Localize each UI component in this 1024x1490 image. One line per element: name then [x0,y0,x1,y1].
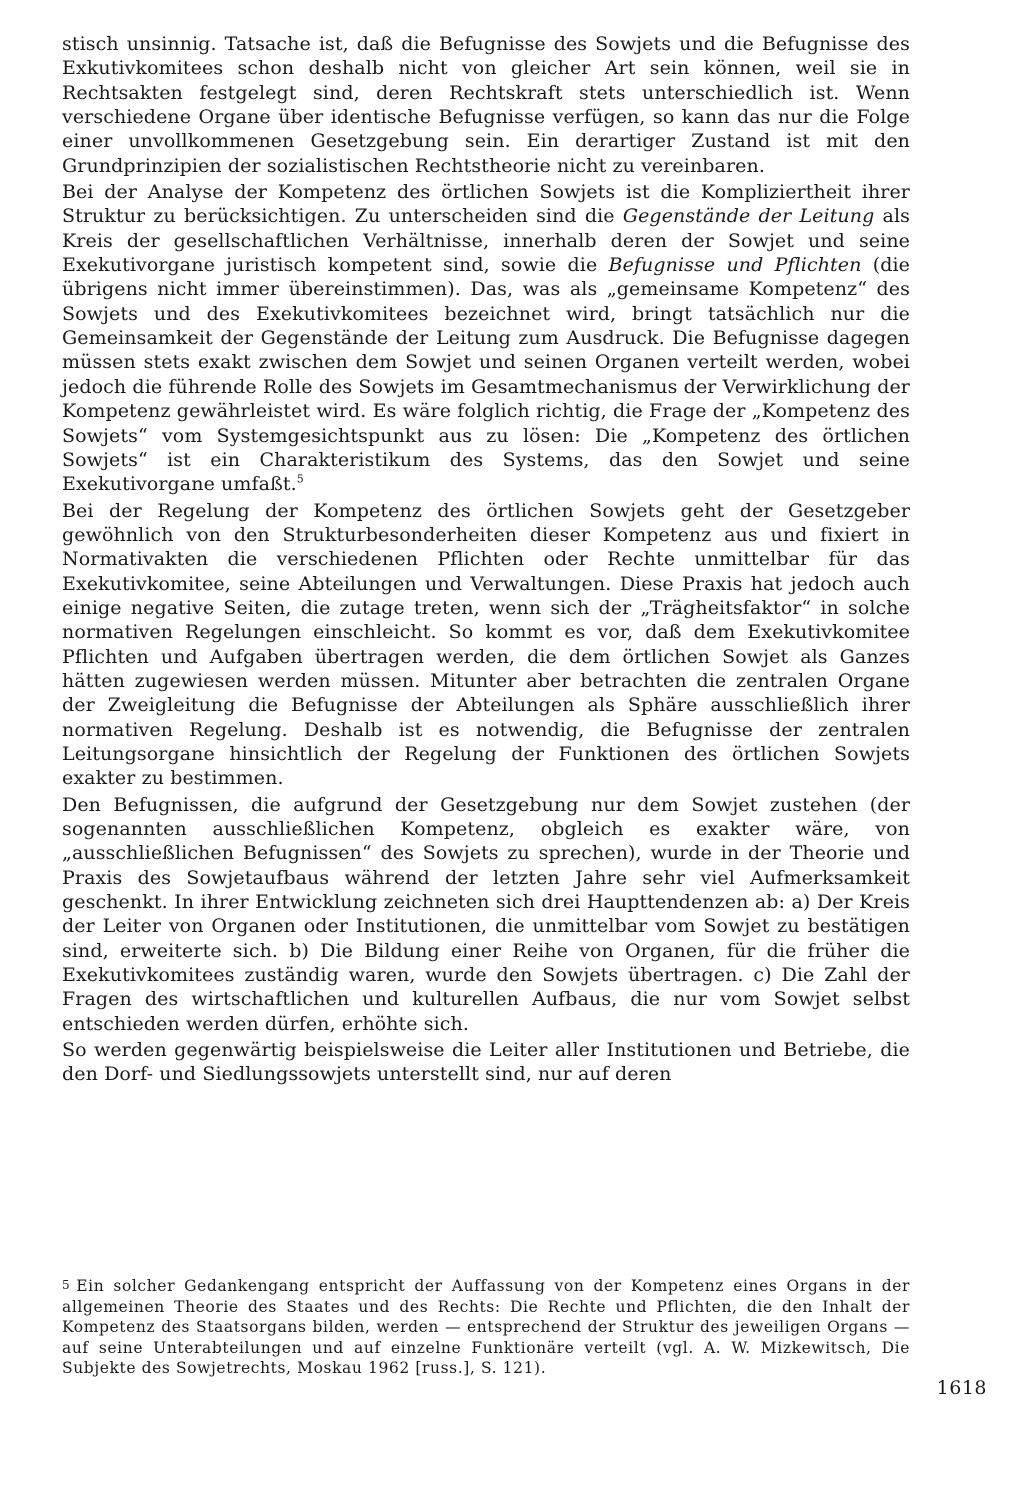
footnote-reference[interactable]: 5 [296,472,304,486]
paragraph [62,180,910,496]
footnote [62,1275,910,1379]
emphasis-text: Gegenstände der Leitung [622,205,875,228]
page-number: 1618 [936,1377,987,1399]
paragraph: Bei der Regelung der Kompetenz des örtlichen Sowjets geht der Gesetzgeber gewöhnlich von den Strukturbesonderheiten dieser Kompetenz aus und fixiert in Normativakten die verschiedenen Pflichten oder Rechte unmittelbar für das Exekutivkomitee, seine Abteilungen und Verwaltungen. Diese Praxis hat jedoch auch einige negative Seiten, die zutage treten, wenn sich der „Trägheitsfaktor“ in solche normativen Regelungen einschleicht. So kommt es vor, daß dem Exekutivkomitee Pflichten und Aufgaben übertragen werden, die dem örtlichen Sowjet als Ganzes hätten zugewiesen werden müssen. Mitunter aber betrachten die zentralen Organe der Zweigleitung die Befugnisse der Abteilungen als Sphäre ausschließlich ihrer normativen Regelung. Deshalb ist es notwendig, die Befugnisse der zentralen Leitungsorgane hinsichtlich der Regelung der Funktionen des örtlichen Sowjets exakter zu bestimmen. [62,499,910,790]
paragraph: So werden gegenwärtig beispielsweise die Leiter aller Institutionen und Betriebe, die den Dorf- und Siedlungssowjets unterstellt sind, nur auf deren [62,1039,910,1086]
footnote-text: Ein solcher Gedankengang entspricht der Auffassung von der Kompetenz eines Organs in der allgemeinen Theorie des Staates und des Rechts: Die Rechte und Pflichten, die den Inhalt der Kompetenz des Staatsorgans bilden, werden — entsprechend der Struktur des jeweiligen Organs — auf seine Unterabteilungen und auf einzelne Funktionäre verteilt (vgl. A. W. Mizkewitsch, Die Subjekte des Sowjetrechts, Moskau 1962 [russ.], S. 121). [62,1277,910,1378]
text-run: Bei der Analyse der Kompetenz des örtlichen Sowjets ist die Kompliziertheit ihrer Struktur zu berücksichtigen. Zu unterscheiden sind die [62,181,910,228]
paragraph: stisch unsinnig. Tatsache ist, daß die Befugnisse des Sowjets und die Befugnisse des Exkutivkomitees schon deshalb nicht von gleicher Art sein können, weil sie in Rechtsakten festgelegt sind, deren Rechtskraft stets unterschiedlich ist. Wenn verschiedene Organe über identische Befugnisse verfügen, so kann das nur die Folge einer unvollkommenen Gesetzgebung sein. Ein derartiger Zustand ist mit den Grundprinzipien der sozialistischen Rechtstheorie nicht zu vereinbaren. [62,33,910,177]
footnote-marker: 5 [62,1278,71,1292]
emphasis-text: Befugnisse und Pflichten [608,254,862,277]
text-run: (die übrigens nicht immer übereinstimmen). Das, was als „gemeinsame Kompetenz“ des Sowjets und des Exekutivkomitees bezeichnet wird, bringt tatsächlich nur die Gemeinsamkeit der Gegenstände der Leitung zum Ausdruck. Die Befugnisse dagegen müssen stets exakt zwischen dem Sowjet und seinen Organen verteilt werden, wobei jedoch die führende Rolle des Sowjets im Gesamtmechanismus der Verwirklichung der Kompetenz gewährleistet wird. Es wäre folglich richtig, die Frage der „Kompetenz des Sowjets“ vom Systemgesichtspunkt aus zu lösen: Die „Kompetenz des örtlichen Sowjets“ ist ein Charakteristikum des Systems, das den Sowjet und seine Exekutivorgane umfaßt. [62,254,910,496]
paragraph: Den Befugnissen, die aufgrund der Gesetzgebung nur dem Sowjet zustehen (der sogenannten ausschließlichen Kompetenz, obgleich es exakter wäre, von „ausschließlichen Befugnissen“ des Sowjets zu sprechen), wurde in der Theorie und Praxis des Sowjetaufbaus während der letzten Jahre sehr viel Aufmerksamkeit geschenkt. In ihrer Entwicklung zeichneten sich drei Haupttendenzen ab: a) Der Kreis der Leiter von Organen oder Institutionen, die unmittelbar vom Sowjet zu bestätigen sind, erweiterte sich. b) Die Bildung einer Reihe von Organen, für die früher die Exekutivkomitees zuständig waren, wurde den Sowjets übertragen. c) Die Zahl der Fragen des wirtschaftlichen und kulturellen Aufbaus, die nur vom Sowjet selbst entschieden werden dürfen, erhöhte sich. [62,793,910,1035]
main-text [62,32,910,1089]
text-run: als Kreis der gesellschaftlichen Verhältnisse, innerhalb deren der Sowjet und seine Exekutivorgane juristisch kompetent sind, sowie die [62,205,910,277]
